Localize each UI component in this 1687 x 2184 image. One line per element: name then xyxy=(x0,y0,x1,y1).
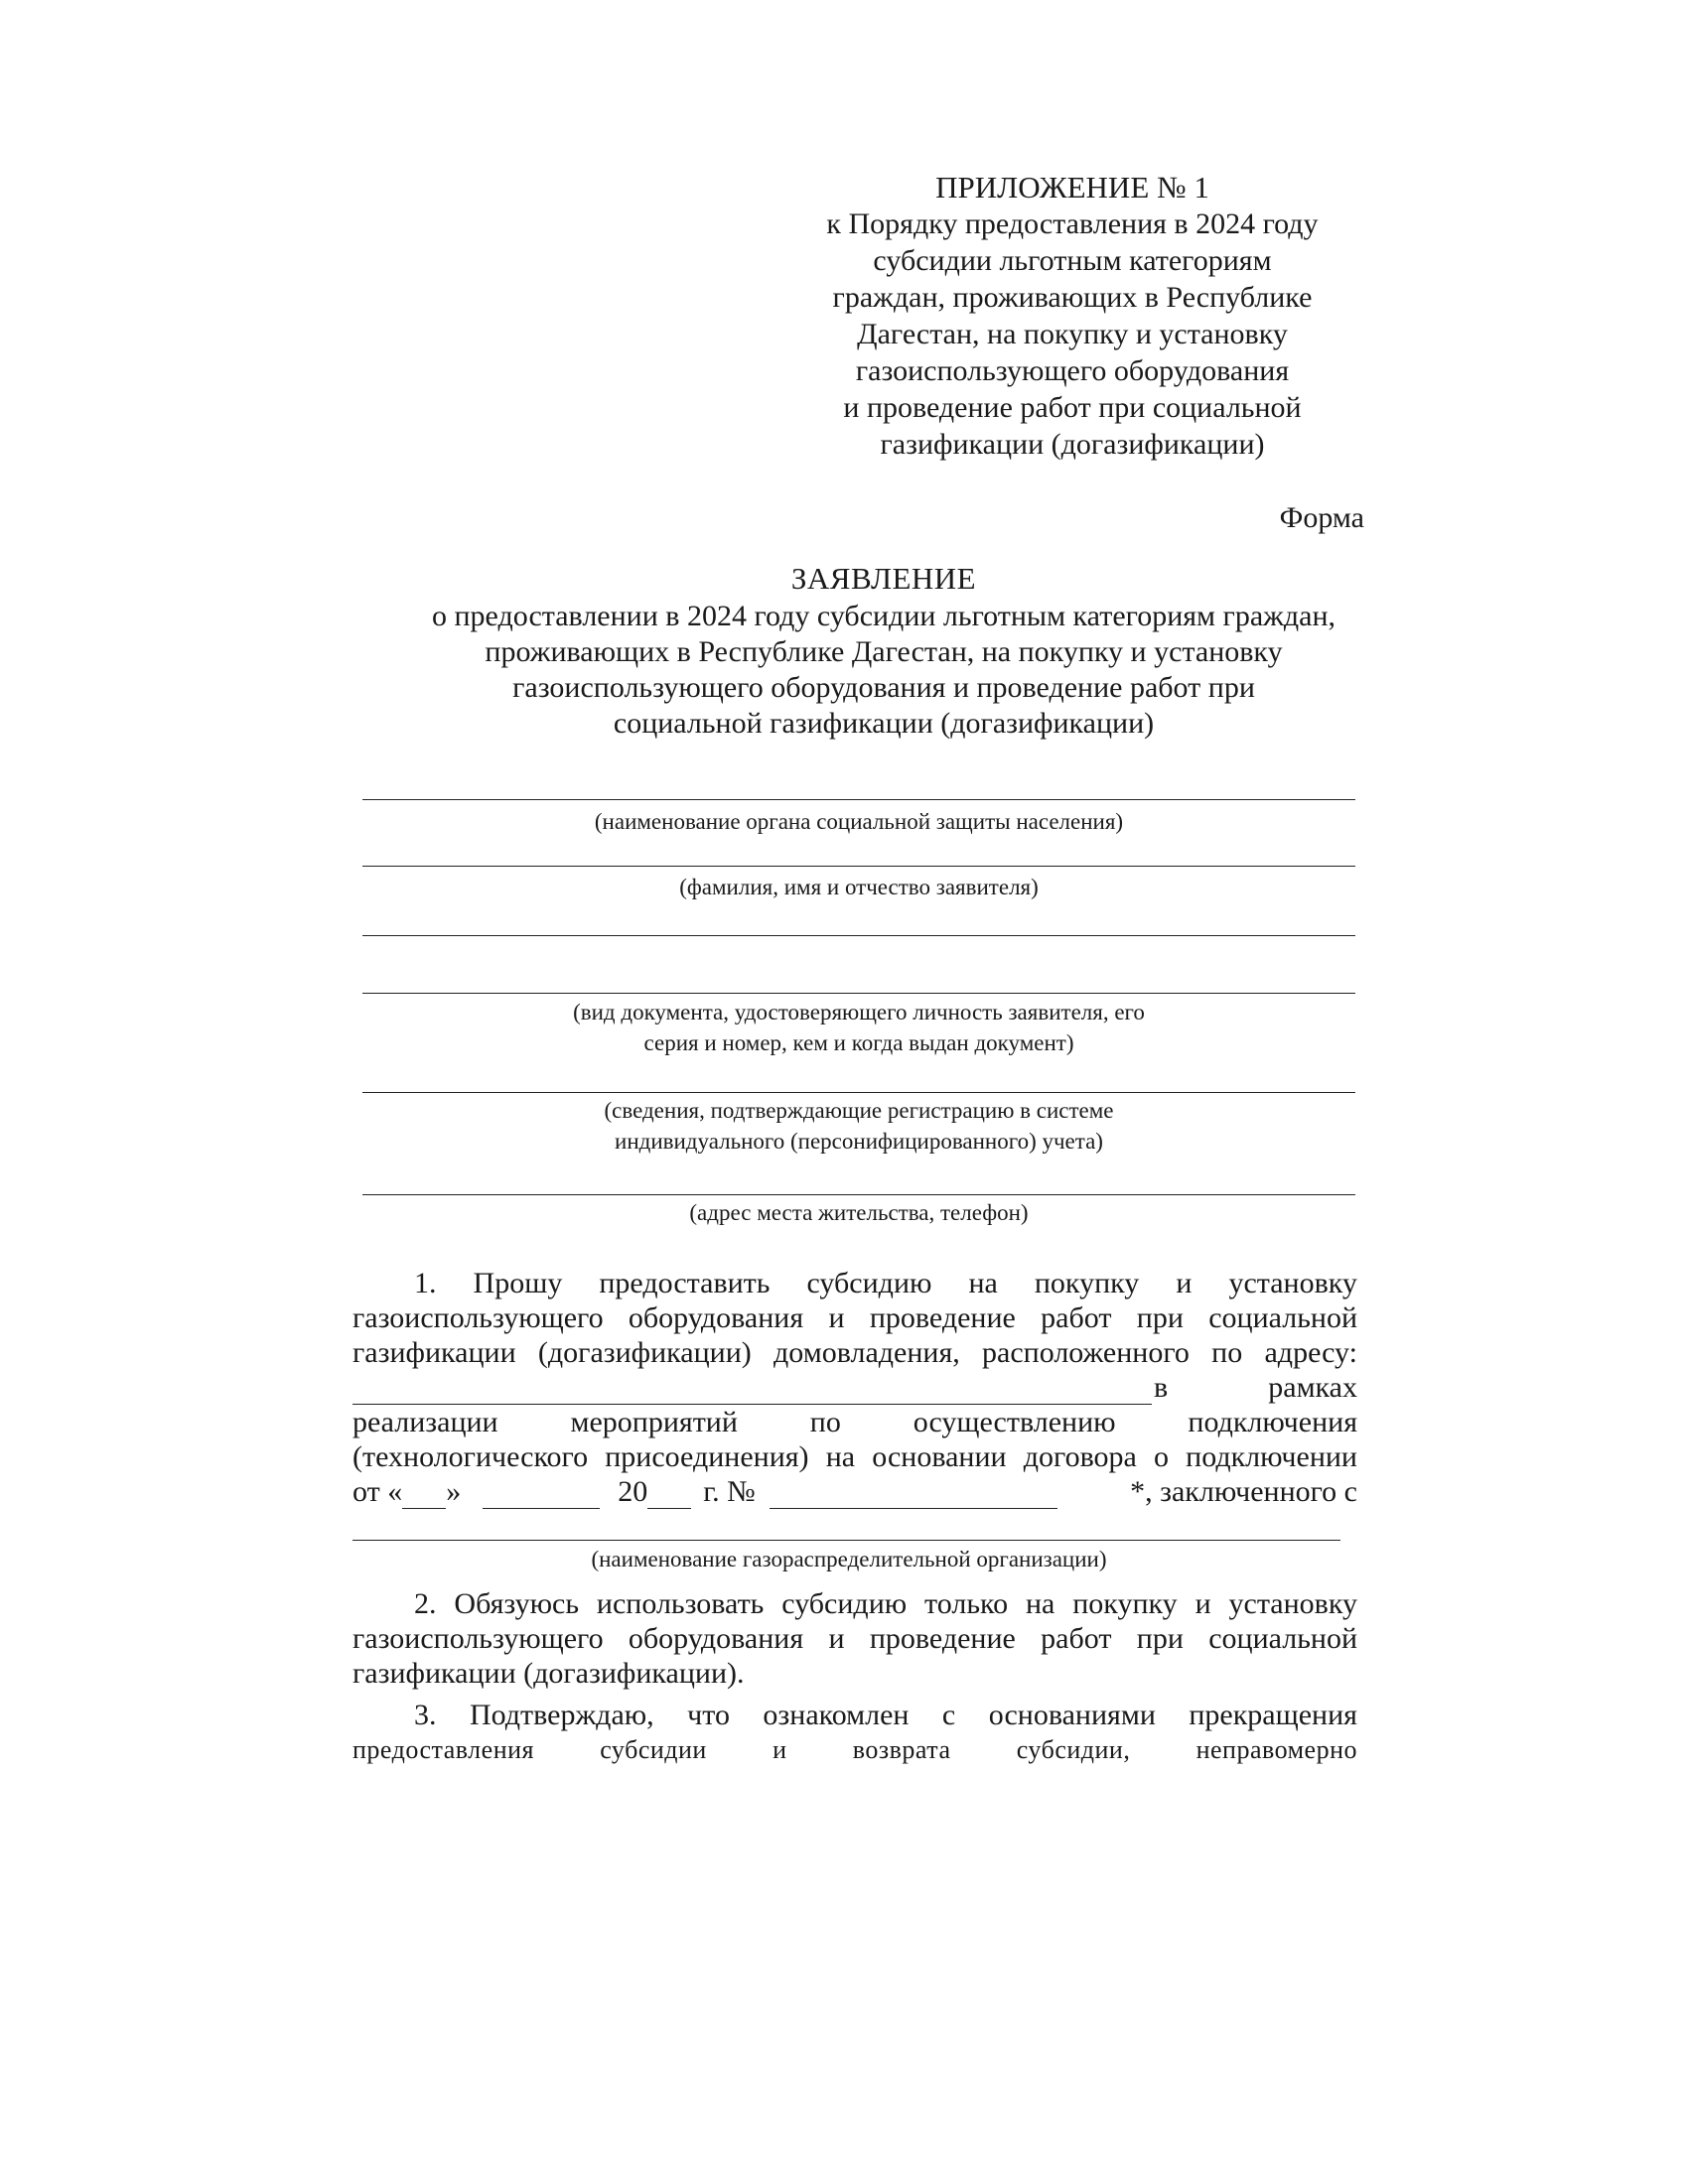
word: на xyxy=(968,1267,998,1299)
word: подключения xyxy=(1188,1406,1357,1438)
registration-caption xyxy=(362,1095,1355,1157)
paragraph-1-line: газоиспользующего оборудования и проведение работ при социальной xyxy=(352,1301,1357,1334)
word: Прошу xyxy=(473,1267,563,1299)
word: субсидии xyxy=(600,1735,707,1764)
word: реализации xyxy=(352,1406,498,1438)
word: основаниями xyxy=(988,1699,1156,1731)
word: субсидию xyxy=(806,1267,932,1299)
address-caption: (адрес места жительства, телефон) xyxy=(689,1200,1029,1225)
paragraph-1-line xyxy=(352,1370,1357,1405)
paragraph-2-line: 2. Обязуюсь использовать субсидию только на покупку и установку xyxy=(414,1587,1357,1620)
paragraph-2-line: газификации (догазификации). xyxy=(352,1657,745,1690)
word: по xyxy=(809,1406,841,1438)
statement-subtitle-line: проживающих в Республике Дагестан, на покупку и установку xyxy=(485,635,1283,668)
appendix-line: газоиспользующего оборудования xyxy=(855,354,1290,387)
appendix-title: ПРИЛОЖЕНИЕ № 1 xyxy=(935,170,1209,205)
word: субсидии, xyxy=(1016,1735,1131,1764)
document-caption xyxy=(362,997,1355,1058)
paragraph-2 xyxy=(352,1586,1357,1691)
organ-field-line[interactable] xyxy=(362,799,1355,800)
word: 1. xyxy=(414,1267,437,1299)
paragraph-2-line: газоиспользующего оборудования и проведение работ при социальной xyxy=(352,1622,1357,1655)
appendix-header xyxy=(814,169,1331,463)
appendix-line: газификации (догазификации) xyxy=(880,428,1265,461)
registration-caption-line: (сведения, подтверждающие регистрацию в системе xyxy=(604,1098,1114,1123)
word: предоставить xyxy=(599,1267,771,1299)
word: и xyxy=(773,1735,787,1764)
property-address-field[interactable] xyxy=(352,1378,1152,1405)
paragraph-1-line xyxy=(352,1474,1357,1509)
paragraph-3 xyxy=(352,1698,1357,1767)
paragraph-1 xyxy=(352,1266,1357,1509)
paragraph-1-line xyxy=(352,1405,1357,1439)
word: *, заключенного с xyxy=(1130,1475,1357,1508)
paragraph-1-line xyxy=(352,1266,1357,1300)
fio-field-line-2[interactable] xyxy=(362,935,1355,936)
fio-caption: (фамилия, имя и отчество заявителя) xyxy=(679,875,1039,899)
word: предоставления xyxy=(352,1735,534,1764)
word: неправомерно xyxy=(1195,1735,1357,1764)
gas-org-caption: (наименование газораспределительной организации) xyxy=(591,1547,1107,1571)
organ-caption: (наименование органа социальной защиты населения) xyxy=(594,809,1124,834)
address-field-line[interactable] xyxy=(362,1194,1355,1195)
word: покупку xyxy=(1034,1267,1140,1299)
word: осуществлению xyxy=(913,1406,1116,1438)
document-field-line[interactable] xyxy=(362,993,1355,994)
word: » xyxy=(446,1475,462,1508)
word: что xyxy=(687,1699,730,1731)
word: возврата xyxy=(852,1735,951,1764)
word: и xyxy=(1176,1267,1193,1299)
fio-field-line[interactable] xyxy=(362,866,1355,867)
word: рамках xyxy=(1268,1371,1357,1404)
word: 20 xyxy=(618,1475,648,1508)
registration-caption-line: индивидуального (персонифицированного) учета) xyxy=(615,1129,1103,1154)
word: 3. xyxy=(414,1699,437,1731)
contract-year-field[interactable] xyxy=(647,1482,691,1509)
statement-subtitle-line: о предоставлении в 2024 году субсидии льготным категориям граждан, xyxy=(431,600,1336,632)
appendix-line: и проведение работ при социальной xyxy=(843,391,1302,424)
paragraph-1-line: газификации (догазификации) домовладения, расположенного по адресу: xyxy=(352,1336,1357,1369)
contract-day-field[interactable] xyxy=(402,1482,446,1509)
statement-subtitle-line: социальной газификации (догазификации) xyxy=(613,707,1155,740)
word: Подтверждаю, xyxy=(469,1699,654,1731)
word: мероприятий xyxy=(570,1406,738,1438)
statement-subtitle-line: газоиспользующего оборудования и проведение работ при xyxy=(512,671,1255,704)
gas-org-field-line[interactable] xyxy=(352,1540,1340,1541)
appendix-line: субсидии льготным категориям xyxy=(873,244,1272,277)
contract-number-field[interactable] xyxy=(770,1482,1057,1509)
word: в xyxy=(1154,1371,1169,1404)
word: с xyxy=(941,1699,956,1731)
document-caption-line: (вид документа, удостоверяющего личность заявителя, его xyxy=(573,1000,1145,1024)
word: от « xyxy=(352,1475,403,1508)
appendix-line: Дагестан, на покупку и установку xyxy=(857,318,1288,350)
word: ознакомлен xyxy=(763,1699,910,1731)
paragraph-3-line xyxy=(352,1732,1357,1767)
statement-title-block xyxy=(338,561,1430,742)
appendix-line: к Порядку предоставления в 2024 году xyxy=(826,207,1319,240)
registration-field-line[interactable] xyxy=(362,1092,1355,1093)
statement-heading: ЗАЯВЛЕНИЕ xyxy=(790,561,977,596)
contract-month-field[interactable] xyxy=(483,1482,600,1509)
paragraph-3-line xyxy=(352,1698,1357,1732)
document-caption-line: серия и номер, кем и когда выдан документ) xyxy=(643,1030,1074,1055)
forma-label: Форма xyxy=(1279,501,1364,534)
appendix-line: граждан, проживающих в Республике xyxy=(832,281,1313,314)
paragraph-1-line: (технологического присоединения) на основании договора о подключении xyxy=(352,1440,1357,1473)
word: прекращения xyxy=(1189,1699,1357,1731)
word: г. № xyxy=(703,1475,756,1508)
word: установку xyxy=(1228,1267,1357,1299)
